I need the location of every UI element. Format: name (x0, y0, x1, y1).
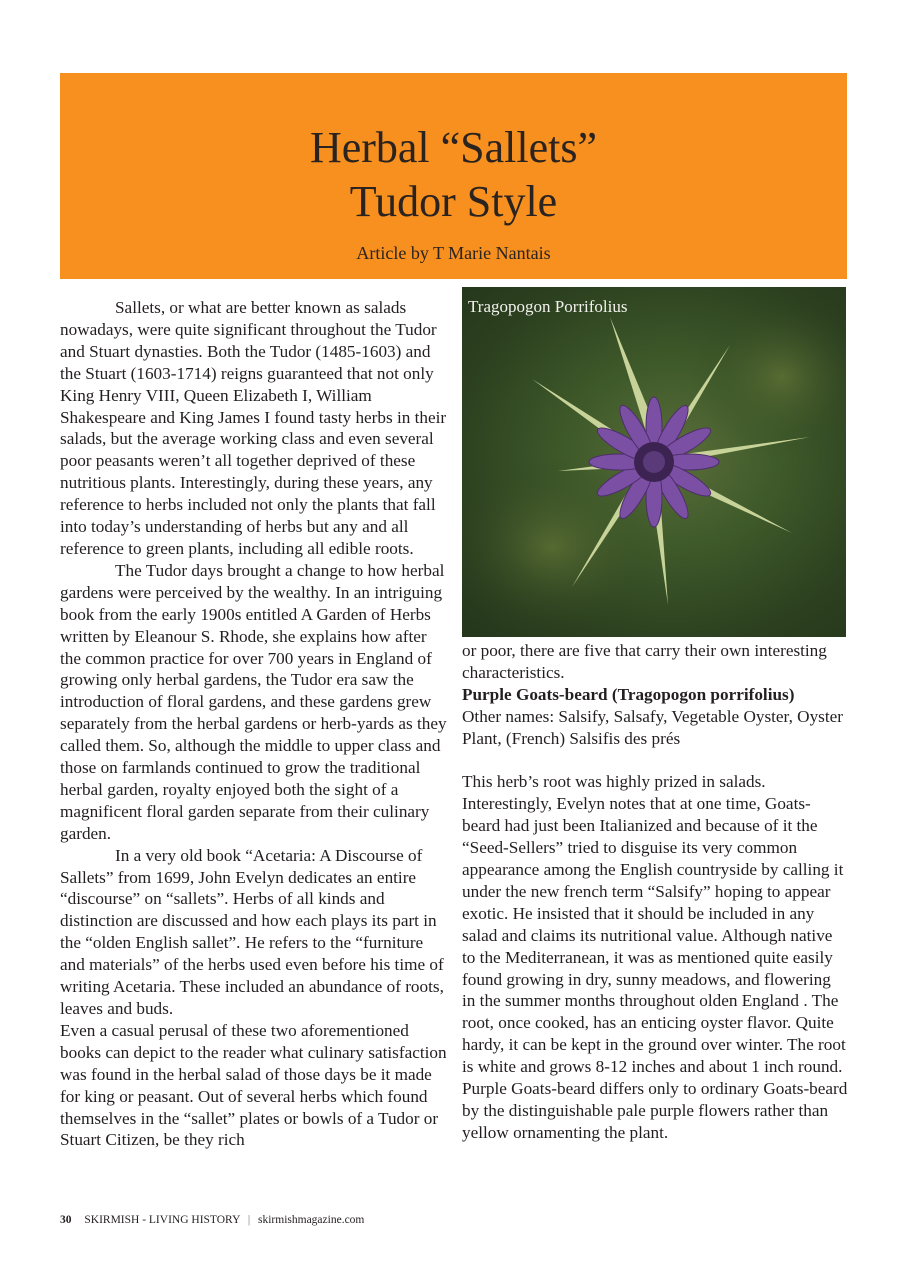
footer-separator: | (247, 1214, 251, 1226)
paragraph-4: Even a casual perusal of these two aforementioned books can depict to the reader what culinary satisfaction was found in the herbal salad of those days be it made for king or peasant. Out of several herbs which found themselves in the “sallet” plates or bowls of a Tudor or Stuart Citizen, be they rich (60, 1020, 447, 1150)
photo-caption: Tragopogon Porrifolius (468, 297, 628, 316)
page-number: 30 (60, 1214, 72, 1226)
right-column (462, 640, 848, 1144)
title-banner (60, 73, 847, 279)
website-link[interactable]: skirmishmagazine.com (258, 1214, 365, 1226)
right-paragraph-2: This herb’s root was highly prized in salads. Interestingly, Evelyn notes that at one time, Goats-beard had just been Italianized and because of it the “Seed-Sellers” tried to disguise its very common appearance among the English countryside by calling it under the new french term “Salsify” hoping to appear exotic. He insisted that it should be included in any salad and claims its nutritional value. Although native to the Mediterranean, it was as mentioned quite easily found growing in dry, sunny meadows, and flowering in the summer months throughout olden England . The root, once cooked, has an enticing oyster flavor. Quite hardy, it can be kept in the ground over winter. The root is white and grows 8-12 inches and about 1 inch round. (462, 772, 846, 1077)
flower-illustration (462, 287, 846, 637)
right-paragraph-3: Purple Goats-beard differs only to ordinary Goats-beard by the distinguishable pale purple flowers rather than yellow ornamenting the plant. (462, 1079, 848, 1142)
article-title (60, 73, 847, 229)
salsify-flower-photo (462, 287, 846, 637)
page-footer (60, 1214, 364, 1226)
left-column (60, 297, 448, 1151)
paragraph-2: The Tudor days brought a change to how herbal gardens were perceived by the wealthy. In an intriguing book from the early 1900s entitled A Garden of Herbs written by Eleanour S. Rhode, she explains how after the common practice for over 700 years in England of growing only herbal gardens, the Tudor era saw the introduction of floral gardens, and these gardens grew separately from the herbal gardens or herb-yards as they called them. So, although the middle to upper class and those on farmlands continued to grow the traditional herbal garden, royalty enjoyed both the sight of a magnificent floral garden separate from their culinary garden. (60, 560, 447, 843)
publication-name: SKIRMISH - LIVING HISTORY (84, 1214, 240, 1226)
right-paragraph-1: or poor, there are five that carry their own interesting characteristics. (462, 641, 827, 682)
title-line-1: Herbal “Sallets” (309, 123, 598, 172)
title-line-2: Tudor Style (349, 177, 558, 226)
section-heading: Purple Goats-beard (Tragopogon porrifolius) (462, 684, 795, 704)
paragraph-1: Sallets, or what are better known as salads nowadays, were quite significant throughout the Tudor and Stuart dynasties. Both the Tudor (1485-1603) and the Stuart (1603-1714) reigns guaranteed that not only King Henry VIII, Queen Elizabeth I, William Shakespeare and King James I found tasty herbs in their salads, but the average working class and even several poor peasants weren’t all together deprived of these nutritious plants. Interestingly, during these years, any reference to herbs included not only the plants that fall into today’s understanding of herbs but any and all reference to green plants, including all edible roots. (60, 298, 447, 558)
byline: Article by T Marie Nantais (356, 243, 551, 263)
other-names: Other names: Salsify, Salsafy, Vegetable Oyster, Oyster Plant, (French) Salsifis des prés (462, 706, 843, 748)
paragraph-3: In a very old book “Acetaria: A Discourse of Sallets” from 1699, John Evelyn dedicates an entire “discourse” on “sallets”. Herbs of all kinds and distinction are discussed and how each plays its part in the “olden English sallet”. He refers to the “furniture and materials” of the herbs used even before his time of writing Acetaria. These included an abundance of roots, leaves and buds. (60, 845, 444, 1018)
